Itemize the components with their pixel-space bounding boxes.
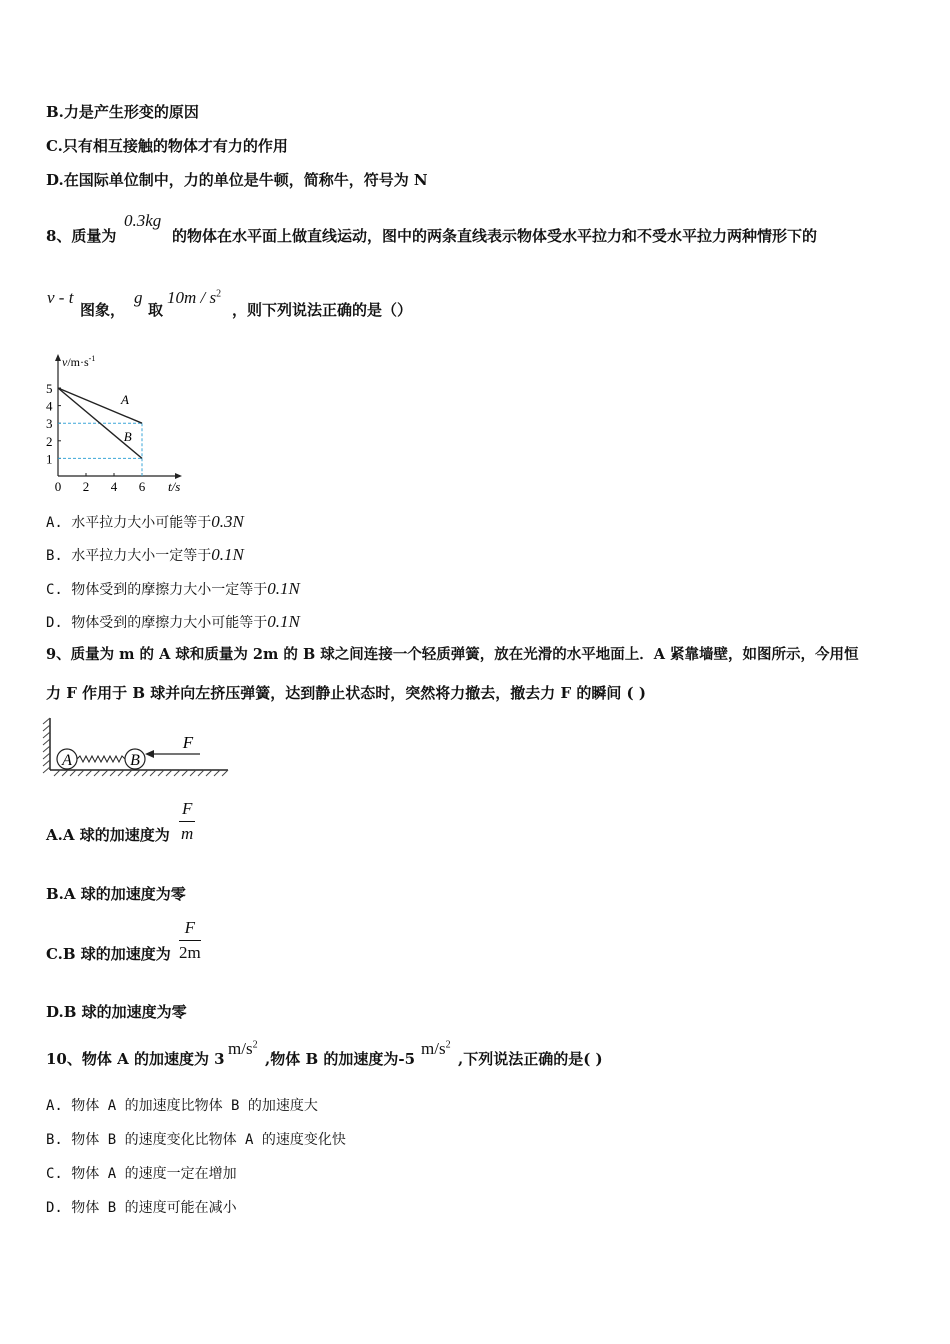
q8-question: ，则下列说法正确的是（） [232, 301, 413, 319]
y-tick-label: 5 [46, 381, 53, 396]
y-tick-label: 1 [46, 451, 53, 467]
q7-option-c: C.只有相互接触的物体才有力的作用 [46, 137, 288, 155]
q10-stem-part2: ,物体 B 的加速度为-5 [265, 1050, 416, 1068]
q8-take: 取 [148, 301, 164, 319]
q8-stem: 的物体在水平面上做直线运动，图中的两条直线表示物体受水平拉力和不受水平拉力两种情形下的 [172, 227, 818, 245]
q9-stem-line2: 力 F 作用于 B 球并向左挤压弹簧，达到静止状态时，突然将力撤去，撤去力 F 的瞬间 ( ) [46, 684, 646, 702]
q7-option-d: D.在国际单位制中，力的单位是牛顿，简称牛，符号为 N [46, 171, 428, 189]
q10-unit1: $m/s^2$ [228, 1039, 258, 1058]
line-a [58, 388, 142, 423]
q9-option-c-fraction: $\frac{F}{2m}$ [179, 918, 201, 962]
x-tick-label: 6 [138, 479, 146, 494]
y-tick-label: 2 [46, 433, 53, 449]
q8-g-value: $10m / s^2$ [167, 288, 222, 307]
q8-option-b: B. 水平拉力大小一定等于0.1N [46, 545, 244, 564]
y-tick-label: 4 [46, 398, 53, 414]
q9-option-b: B.A 球的加速度为零 [46, 885, 186, 903]
q10-unit2: $m/s^2$ [421, 1039, 451, 1058]
q10-option-a: A. 物体 A 的加速度比物体 B 的加速度大 [46, 1098, 318, 1114]
q8-option-d: D. 物体受到的摩擦力大小可能等于0.1N [46, 612, 300, 631]
q8-option-c: C. 物体受到的摩擦力大小一定等于0.1N [46, 579, 300, 598]
q9-option-d: D.B 球的加速度为零 [46, 1003, 187, 1021]
force-arrowhead [145, 750, 154, 758]
q9-option-a-fraction: $\frac{F}{m}$ [179, 799, 195, 844]
x-axis-label: t/s [168, 479, 181, 494]
q9-option-c: C.B 球的加速度为 [46, 945, 171, 963]
vt-graph [40, 348, 200, 498]
ball-b-label: B [130, 752, 140, 769]
y-tick-label: 3 [46, 416, 53, 432]
q9-stem-line1: 9、质量为 m 的 A 球和质量为 2m 的 B 球之间连接一个轻质弹簧，放在光滑的水平地面上．A 紧靠墙壁，如图所示，今用恒 [46, 646, 859, 663]
q10-option-b: B. 物体 B 的速度变化比物体 A 的速度变化快 [46, 1132, 346, 1148]
q8-prefix: 8、质量为 [46, 227, 117, 245]
line-a-label: A [121, 391, 129, 407]
q8-graph-word: 图象， [80, 301, 126, 319]
ball-a-label: A [62, 752, 72, 769]
q10-option-d: D. 物体 B 的速度可能在减小 [46, 1200, 237, 1216]
y-axis-label: $v/m\cdot s^{-1}$ [62, 354, 96, 369]
spring [77, 756, 125, 762]
x-tick-label: 0 [54, 479, 62, 494]
q10-option-c: C. 物体 A 的速度一定在增加 [46, 1166, 237, 1182]
q9-option-a: A.A 球的加速度为 [46, 826, 170, 844]
force-label: F [182, 733, 194, 752]
floor-hatching [54, 770, 228, 776]
x-tick-label: 4 [110, 479, 118, 494]
q10-stem-part1: 10、物体 A 的加速度为 3 [46, 1050, 225, 1068]
y-axis-arrow [55, 354, 61, 361]
spring-figure [40, 712, 240, 778]
q8-vt-symbol: v - t [47, 288, 74, 307]
q8-g-symbol: g [134, 288, 143, 307]
q10-stem-part3: ,下列说法正确的是( ) [458, 1050, 603, 1068]
x-tick-label: 2 [82, 479, 90, 494]
q8-option-a: A. 水平拉力大小可能等于0.3N [46, 512, 244, 531]
line-b-label: B [123, 428, 132, 444]
q8-mass: 0.3kg [124, 211, 162, 230]
q7-option-b: B.力是产生形变的原因 [46, 103, 199, 121]
wall-hatching [43, 718, 50, 773]
